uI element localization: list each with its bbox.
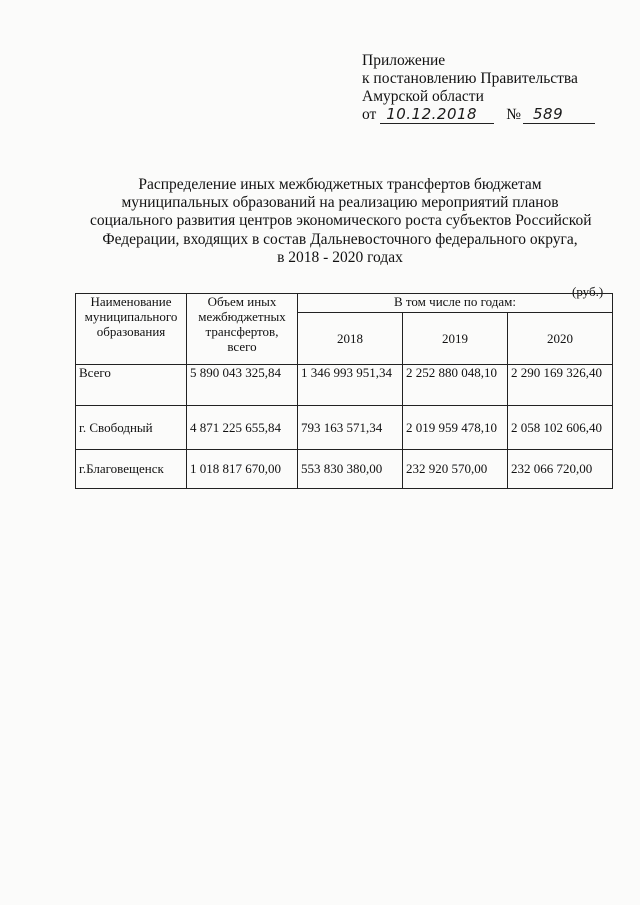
header-year-2019: 2019 — [403, 313, 508, 365]
table-row — [76, 406, 613, 450]
title-line-1: Распределение иных межбюджетных трансфертов бюджетам — [138, 176, 542, 193]
table-row — [76, 365, 613, 406]
row-2020: 2 058 102 606,40 — [508, 406, 613, 450]
table-header-row — [76, 294, 613, 313]
row-total: 4 871 225 655,84 — [187, 406, 298, 450]
appendix-region: Амурской области — [362, 88, 484, 105]
row-total: 5 890 043 325,84 — [187, 365, 298, 406]
row-2018: 1 346 993 951,34 — [298, 365, 403, 406]
header-year-2020: 2020 — [508, 313, 613, 365]
date-field — [380, 106, 494, 124]
title-line-2: муниципальных образований на реализацию мероприятий планов — [121, 194, 559, 212]
header-years-group: В том числе по годам: — [298, 294, 613, 313]
row-2020: 2 290 169 326,40 — [508, 365, 613, 406]
handwritten-date: 10.12.2018 — [386, 105, 478, 123]
handwritten-number: 589 — [533, 105, 564, 123]
document-title — [90, 176, 590, 267]
title-line-3: социального развития центров экономического роста субъектов Российской — [90, 212, 592, 230]
number-sign: № — [506, 106, 521, 123]
row-2018: 553 830 380,00 — [298, 450, 403, 489]
appendix-title: Приложение — [362, 52, 446, 69]
row-2019: 2 019 959 478,10 — [403, 406, 508, 450]
appendix-date-number — [362, 106, 595, 124]
date-prefix: от — [362, 106, 377, 123]
number-field — [523, 106, 595, 124]
appendix-resolution: к постановлению Правительства — [362, 70, 578, 87]
row-name: г.Благовещенск — [76, 450, 187, 489]
transfers-table — [75, 293, 613, 489]
unit-label: (руб.) — [572, 284, 604, 299]
row-total: 1 018 817 670,00 — [187, 450, 298, 489]
row-2020: 232 066 720,00 — [508, 450, 613, 489]
row-2019: 2 252 880 048,10 — [403, 365, 508, 406]
header-year-2018: 2018 — [298, 313, 403, 365]
title-line-5: в 2018 - 2020 годах — [277, 248, 403, 266]
header-name: Наименование муниципального образования — [76, 294, 187, 365]
row-name: Всего — [76, 365, 187, 406]
row-name: г. Свободный — [76, 406, 187, 450]
title-line-4: Федерации, входящих в состав Дальневосточного федерального округа, — [102, 230, 578, 248]
appendix-block — [362, 52, 595, 124]
row-2019: 232 920 570,00 — [403, 450, 508, 489]
table-row — [76, 450, 613, 489]
header-total: Объем иных межбюджетных трансфертов, всего — [187, 294, 298, 365]
row-2018: 793 163 571,34 — [298, 406, 403, 450]
